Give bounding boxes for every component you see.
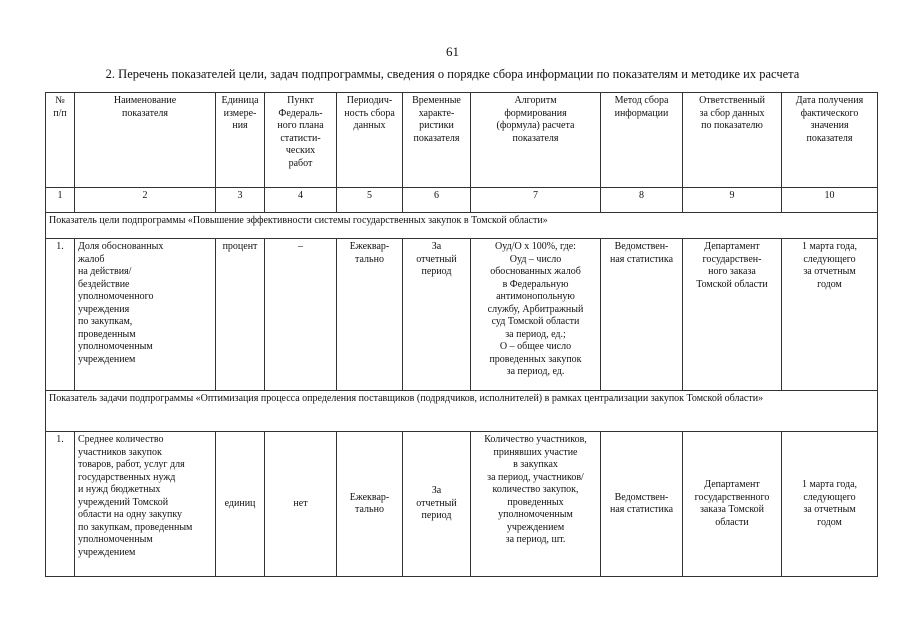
task-section-title: Показатель задачи подпрограммы «Оптимизация процесса определения поставщиков (подрядчиков, исполнителей) в рамках централизации закупок Томской области» xyxy=(46,391,878,432)
column-number-row xyxy=(46,188,878,213)
periodicity: Ежеквар- тально xyxy=(337,432,403,577)
goal-section-row xyxy=(46,213,878,239)
row-number: 1. xyxy=(46,432,75,577)
time-characteristics: За отчетный период xyxy=(403,432,471,577)
column-header: Дата получения фактического значения показателя xyxy=(782,93,878,188)
column-header: № п/п xyxy=(46,93,75,188)
page-number: 61 xyxy=(446,44,459,59)
column-header: Временные характе- ристики показателя xyxy=(403,93,471,188)
column-number: 9 xyxy=(683,188,782,213)
column-header: Алгоритм формирования (формула) расчета показателя xyxy=(471,93,601,188)
table-row xyxy=(46,239,878,391)
fact-date: 1 марта года, следующего за отчетным годом xyxy=(782,432,878,577)
column-number: 7 xyxy=(471,188,601,213)
indicators-table xyxy=(45,92,878,577)
plan-item: – xyxy=(265,239,337,391)
fact-date: 1 марта года, следующего за отчетным годом xyxy=(782,239,878,391)
responsible-party: Департамент государствен- ного заказа Томской области xyxy=(683,239,782,391)
column-header: Метод сбора информации xyxy=(601,93,683,188)
collection-method: Ведомствен- ная статистика xyxy=(601,239,683,391)
column-header: Ответственный за сбор данных по показателю xyxy=(683,93,782,188)
column-number: 1 xyxy=(46,188,75,213)
column-number: 4 xyxy=(265,188,337,213)
row-number: 1. xyxy=(46,239,75,391)
column-number: 3 xyxy=(216,188,265,213)
column-number: 8 xyxy=(601,188,683,213)
goal-section-title: Показатель цели подпрограммы «Повышение эффективности системы государственных закупок в Томской области» xyxy=(46,213,878,239)
column-header: Единица измере- ния xyxy=(216,93,265,188)
section-heading: 2. Перечень показателей цели, задач подпрограммы, сведения о порядке сбора информации по показателям и методике их расчета xyxy=(105,67,800,81)
collection-method: Ведомствен- ная статистика xyxy=(601,432,683,577)
column-number: 2 xyxy=(75,188,216,213)
table-row xyxy=(46,432,878,577)
indicator-name: Доля обоснованных жалоб на действия/ бездействие уполномоченного учреждения по закупкам, проведенным уполномоченным учреждением xyxy=(75,239,216,391)
indicator-name: Среднее количество участников закупок товаров, работ, услуг для государственных нужд и нужд бюджетных учреждений Томской области на одну закупку по закупкам, проведенным уполномоченным учреждением xyxy=(75,432,216,577)
column-header: Пункт Федераль- ного плана статисти- ческих работ xyxy=(265,93,337,188)
plan-item: нет xyxy=(265,432,337,577)
column-number: 10 xyxy=(782,188,878,213)
column-header: Периодич- ность сбора данных xyxy=(337,93,403,188)
table-header-row xyxy=(46,93,878,188)
indicator-unit: единиц xyxy=(216,432,265,577)
time-characteristics: За отчетный период xyxy=(403,239,471,391)
column-number: 6 xyxy=(403,188,471,213)
calculation-algorithm: Количество участников, принявших участие в закупках за период, участников/ количество закупок, проведенных уполномоченным учреждением за период, шт. xyxy=(471,432,601,577)
column-header: Наименование показателя xyxy=(75,93,216,188)
responsible-party: Департамент государственного заказа Томской области xyxy=(683,432,782,577)
column-number: 5 xyxy=(337,188,403,213)
periodicity: Ежеквар- тально xyxy=(337,239,403,391)
indicator-unit: процент xyxy=(216,239,265,391)
calculation-algorithm: Оуд/О х 100%, где: Оуд – число обоснованных жалоб в Федеральную антимонопольную службу, Арбитражный суд Томской области за период, ед.; О – общее число проведенных закупок за период, ед. xyxy=(471,239,601,391)
task-section-row xyxy=(46,391,878,432)
